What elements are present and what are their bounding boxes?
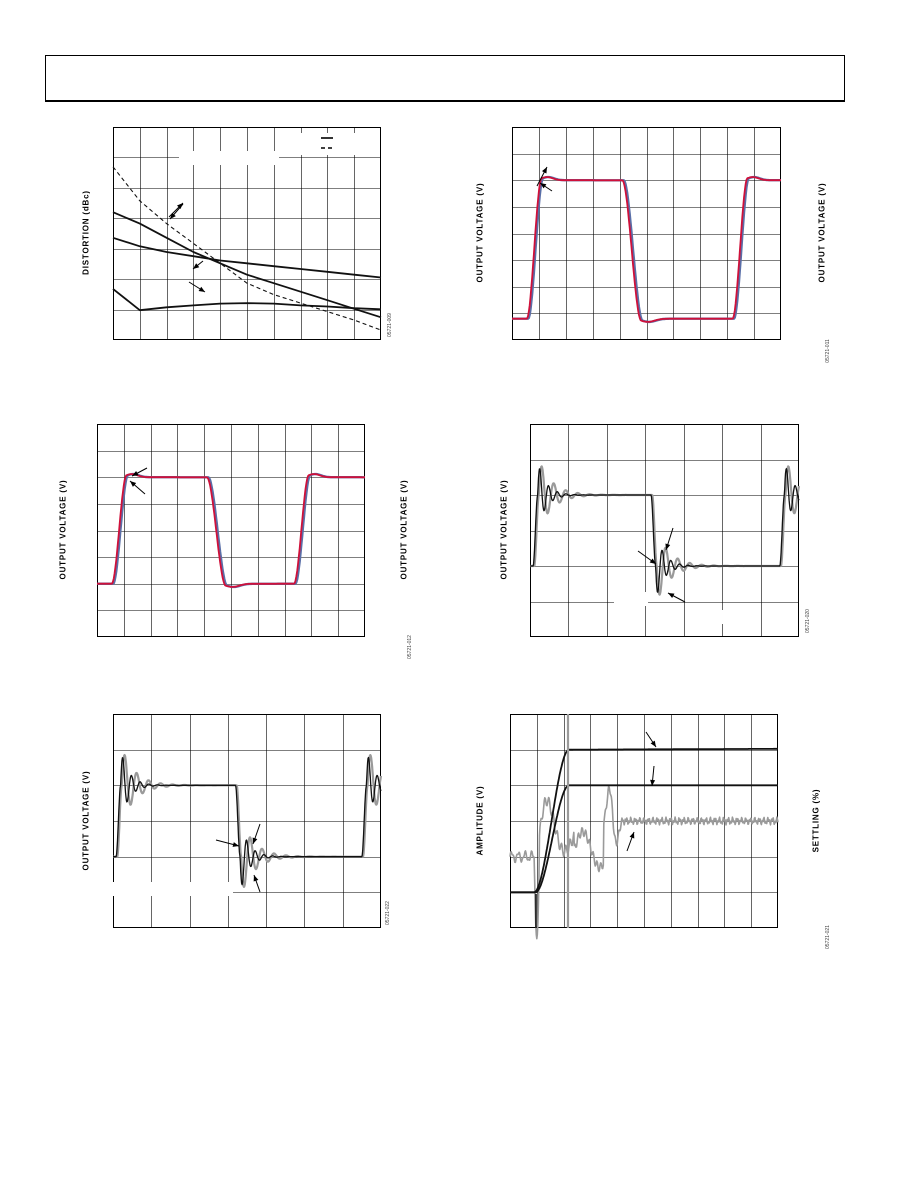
- label-blank-area: [685, 610, 735, 624]
- chart-panel-pulse-response-2: [97, 424, 365, 637]
- distortion-series-line: [113, 238, 381, 278]
- distortion-series-line: [113, 212, 381, 317]
- figure-id: 05721-022: [385, 901, 391, 925]
- y-axis-label: OUTPUT VOLTAGE (V): [499, 479, 509, 580]
- pulse-response-chart-2: [97, 424, 365, 637]
- waveform-trace-red: [512, 177, 781, 322]
- chart-panel-pulse-response-1: [512, 127, 781, 340]
- y-axis-label: OUTPUT VOLTAGE (V): [58, 479, 68, 580]
- label-blank-area: [113, 882, 233, 896]
- ringing-chart-1: [530, 424, 799, 637]
- y-axis-label-right: OUTPUT VOLTAGE (V): [399, 479, 409, 580]
- waveform-trace-blue: [97, 474, 365, 587]
- y-axis-label: AMPLITUDE (V): [475, 785, 485, 856]
- figure-id: 05721-012: [407, 635, 413, 659]
- label-blank-area: [179, 151, 279, 165]
- annotation-arrow-head: [254, 875, 259, 881]
- legend-box: [299, 133, 371, 155]
- plot-frame: [531, 425, 799, 637]
- chart-panel-distortion: [113, 127, 381, 340]
- waveform-trace-red: [97, 474, 365, 587]
- pulse-response-chart-1: [512, 127, 781, 340]
- chart-panel-settling: [510, 714, 778, 928]
- y-axis-label: DISTORTION (dBc): [81, 190, 91, 275]
- annotation-arrow-head: [199, 287, 205, 292]
- y-axis-label: OUTPUT VOLTAGE (V): [475, 182, 485, 283]
- annotation-arrow-head: [630, 832, 635, 838]
- y-axis-label-right: OUTPUT VOLTAGE (V): [817, 182, 827, 283]
- ringing-chart-2: [113, 714, 381, 928]
- y-axis-label-right: SETTLING (%): [811, 788, 821, 853]
- figure-id: 05721-020: [805, 609, 811, 633]
- settling-error-trace: [510, 786, 778, 938]
- distortion-series-line: [113, 289, 381, 310]
- label-blank-area: [614, 592, 648, 606]
- y-axis-label: OUTPUT VOLTAGE (V): [81, 770, 91, 871]
- plot-frame: [98, 425, 365, 637]
- settling-chart: [510, 714, 778, 928]
- figure-id: 05721-009: [387, 313, 393, 337]
- chart-panel-ringing-2: [113, 714, 381, 928]
- figure-id: 05721-021: [825, 925, 831, 949]
- page-header-box: [45, 55, 845, 102]
- annotation-arrow-head: [651, 741, 656, 747]
- waveform-trace-black: [530, 469, 799, 593]
- distortion-chart: [113, 127, 381, 340]
- waveform-trace-gray: [530, 466, 799, 594]
- annotation-arrow-head: [665, 544, 670, 550]
- waveform-trace-gray: [113, 755, 381, 887]
- figure-id: 05721-011: [825, 339, 831, 363]
- chart-panel-ringing-1: [530, 424, 799, 637]
- annotation-arrow-head: [253, 838, 258, 844]
